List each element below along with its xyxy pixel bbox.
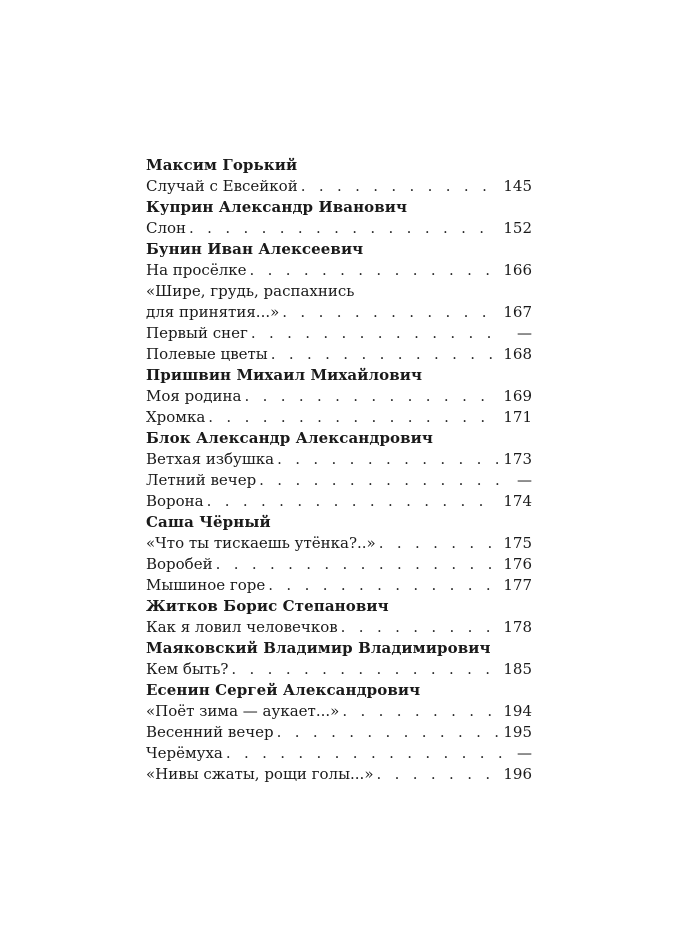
- toc-entry: [146, 701, 532, 722]
- entry-title: Первый снег: [146, 324, 248, 342]
- entry-title: Воробей: [146, 555, 213, 573]
- toc-entry: [146, 722, 532, 743]
- dot-leader: [377, 764, 499, 785]
- entry-title: «Что ты тискаешь утёнка?..»: [146, 534, 376, 552]
- page-number: 196: [503, 765, 532, 783]
- dot-leader: [251, 323, 503, 344]
- entry-title: Кем быть?: [146, 660, 229, 678]
- dot-leader: [189, 218, 498, 239]
- toc-entry: [146, 533, 532, 554]
- page-number: 169: [503, 387, 532, 405]
- page-number: 167: [503, 303, 532, 321]
- toc-entry: [146, 176, 532, 197]
- entry-title: «Нивы сжаты, рощи голы...»: [146, 765, 374, 783]
- toc-entry: [146, 260, 532, 281]
- dot-leader: [379, 533, 499, 554]
- dot-leader: [342, 701, 498, 722]
- entry-title: Случай с Евсейкой: [146, 177, 298, 195]
- author-heading: Житков Борис Степанович: [146, 597, 389, 615]
- entry-title: Летний вечер: [146, 471, 257, 489]
- dot-leader: [277, 722, 499, 743]
- entry-title: На просёлке: [146, 261, 247, 279]
- entry-title: Ворона: [146, 492, 204, 510]
- page-number: 178: [503, 618, 532, 636]
- dot-leader: [268, 575, 498, 596]
- entry-title: Хромка: [146, 408, 206, 426]
- toc-entry: [146, 344, 532, 365]
- page-number: —: [517, 471, 532, 489]
- entry-title: Моя родина: [146, 387, 242, 405]
- toc-entry: [146, 323, 532, 344]
- entry-title: Весенний вечер: [146, 723, 274, 741]
- dot-leader: [216, 554, 499, 575]
- page-number: 173: [503, 450, 532, 468]
- table-of-contents: [146, 155, 532, 785]
- entry-title: «Поёт зима — аукает...»: [146, 702, 340, 720]
- author-heading: Саша Чёрный: [146, 513, 271, 531]
- author-heading: Максим Горький: [146, 156, 298, 174]
- dot-leader: [249, 260, 498, 281]
- toc-entry: [146, 407, 532, 428]
- entry-title: Полевые цветы: [146, 345, 268, 363]
- toc-entry: [146, 218, 532, 239]
- dot-leader: [271, 344, 499, 365]
- toc-entry: [146, 764, 532, 785]
- author-heading: Пришвин Михаил Михайлович: [146, 366, 423, 384]
- dot-leader: [301, 176, 499, 197]
- toc-entry: [146, 386, 532, 407]
- entry-title: Черёмуха: [146, 744, 223, 762]
- author-heading: Маяковский Владимир Владимирович: [146, 639, 491, 657]
- entry-title: для принятия...»: [146, 303, 280, 321]
- page-number: 174: [503, 492, 532, 510]
- toc-entry: [146, 470, 532, 491]
- dot-leader: [277, 449, 498, 470]
- page-number: 175: [503, 534, 532, 552]
- page-number: 176: [503, 555, 532, 573]
- dot-leader: [208, 407, 498, 428]
- page-number: —: [517, 744, 532, 762]
- toc-entry: [146, 575, 532, 596]
- page-number: 168: [503, 345, 532, 363]
- entry-title-line1: «Шире, грудь, распахнись: [146, 282, 355, 300]
- toc-entry: [146, 302, 532, 323]
- dot-leader: [231, 659, 498, 680]
- page-number: 195: [503, 723, 532, 741]
- page-number: 145: [503, 177, 532, 195]
- author-heading: Блок Александр Александрович: [146, 429, 433, 447]
- toc-entry: [146, 554, 532, 575]
- author-heading: Бунин Иван Алексеевич: [146, 240, 364, 258]
- dot-leader: [282, 302, 498, 323]
- dot-leader: [226, 743, 503, 764]
- page-number: 185: [503, 660, 532, 678]
- toc-entry: [146, 491, 532, 512]
- page-number: 177: [503, 576, 532, 594]
- entry-title: Слон: [146, 219, 187, 237]
- toc-entry: [146, 659, 532, 680]
- page-number: —: [517, 324, 532, 342]
- toc-entry: [146, 449, 532, 470]
- dot-leader: [207, 491, 499, 512]
- entry-title: Как я ловил человечков: [146, 618, 338, 636]
- entry-title: Ветхая избушка: [146, 450, 275, 468]
- toc-entry: [146, 617, 532, 638]
- page-number: 166: [503, 261, 532, 279]
- entry-title: Мышиное горе: [146, 576, 266, 594]
- page-number: 194: [503, 702, 532, 720]
- dot-leader: [341, 617, 499, 638]
- dot-leader: [244, 386, 498, 407]
- page-number: 171: [503, 408, 532, 426]
- author-heading: Есенин Сергей Александрович: [146, 681, 421, 699]
- page-number: 152: [503, 219, 532, 237]
- dot-leader: [259, 470, 503, 491]
- toc-entry: [146, 743, 532, 764]
- author-heading: Куприн Александр Иванович: [146, 198, 408, 216]
